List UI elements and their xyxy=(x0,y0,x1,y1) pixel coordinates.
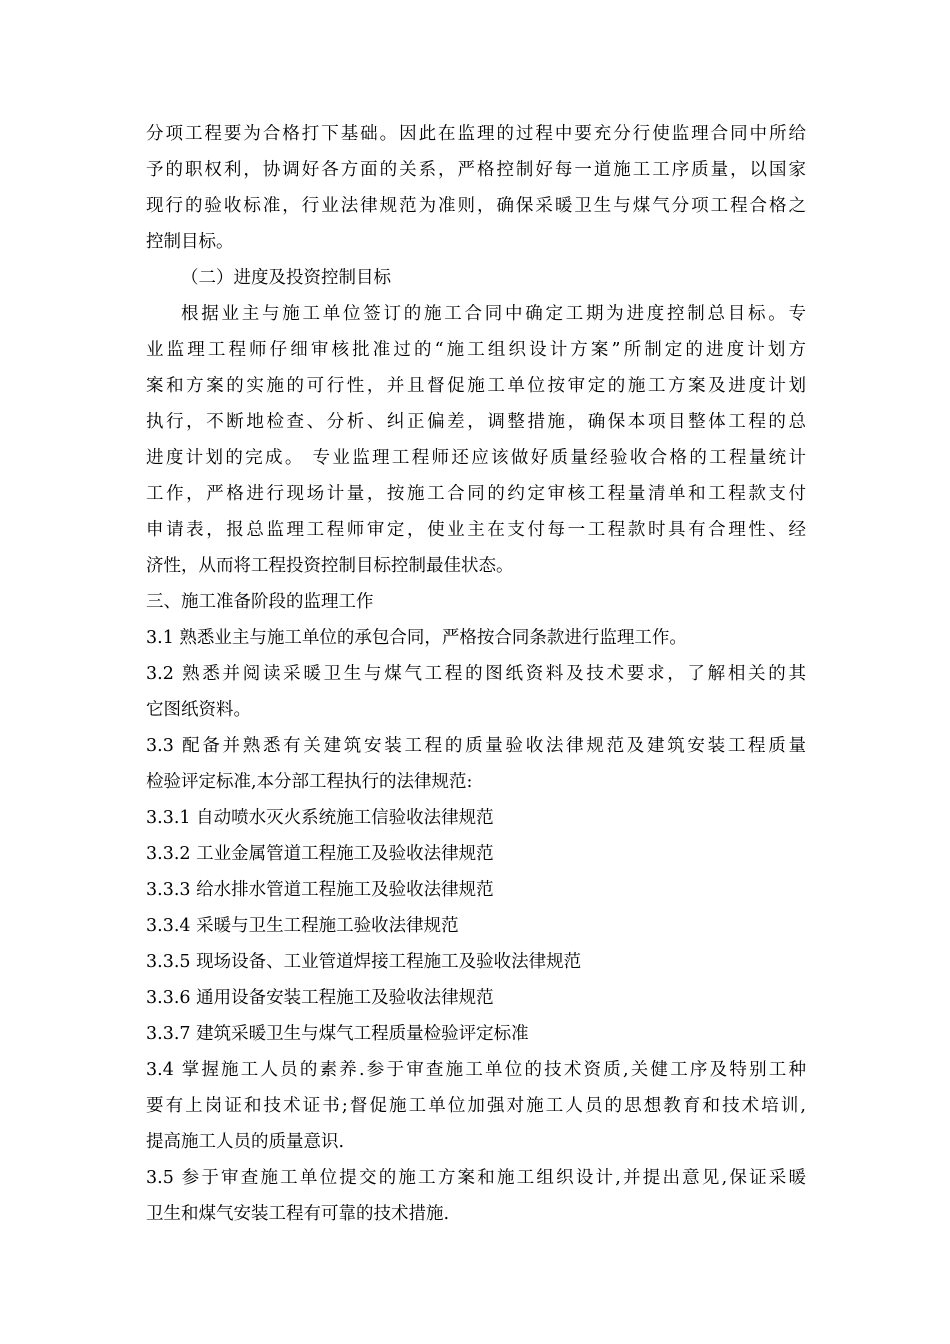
text-line: 业监理工程师仔细审核批准过的“施工组织设计方案”所制定的进度计划方 xyxy=(146,340,806,360)
text-line: 检验评定标准,本分部工程执行的法律规范: xyxy=(146,772,473,792)
text-line: 根据业主与施工单位签订的施工合同中确定工期为进度控制总目标。专 xyxy=(181,304,806,324)
text-line: 3.3.2 工业金属管道工程施工及验收法律规范 xyxy=(146,844,494,864)
text-line: 3.3.5 现场设备、工业管道焊接工程施工及验收法律规范 xyxy=(146,952,582,972)
text-line: 分项工程要为合格打下基础。因此在监理的过程中要充分行使监理合同中所给 xyxy=(146,124,806,144)
text-line: 三、施工准备阶段的监理工作 xyxy=(146,592,374,612)
text-line: 3.3.4 采暖与卫生工程施工验收法律规范 xyxy=(146,916,459,936)
text-line: 予的职权利，协调好各方面的关系，严格控制好每一道施工工序质量，以国家 xyxy=(146,160,806,180)
text-line: 申请表，报总监理工程师审定，使业主在支付每一工程款时具有合理性、经 xyxy=(146,520,806,540)
text-line: 要有上岗证和技术证书;督促施工单位加强对施工人员的思想教育和技术培训, xyxy=(146,1096,806,1116)
text-line: 案和方案的实施的可行性，并且督促施工单位按审定的施工方案及进度计划 xyxy=(146,376,806,396)
text-line: 3.4 掌握施工人员的素养.参于审查施工单位的技术资质,关健工序及特别工种 xyxy=(146,1060,806,1080)
text-line: 它图纸资料。 xyxy=(146,700,251,720)
text-line: 3.1 熟悉业主与施工单位的承包合同，严格按合同条款进行监理工作。 xyxy=(146,628,687,648)
text-line: 进度计划的完成。 专业监理工程师还应该做好质量经验收合格的工程量统计 xyxy=(146,448,806,468)
text-line: 3.3.1 自动喷水灭火系统施工信验收法律规范 xyxy=(146,808,494,828)
text-line: 控制目标。 xyxy=(146,232,234,252)
text-line: 工作，严格进行现场计量，按施工合同的约定审核工程量清单和工程款支付 xyxy=(146,484,806,504)
text-line: 现行的验收标准，行业法律规范为准则，确保采暖卫生与煤气分项工程合格之 xyxy=(146,196,806,216)
document-body xyxy=(146,116,806,1232)
text-line: 3.3.6 通用设备安装工程施工及验收法律规范 xyxy=(146,988,494,1008)
text-line: 3.3 配备并熟悉有关建筑安装工程的质量验收法律规范及建筑安装工程质量 xyxy=(146,736,806,756)
text-line: 3.3.3 给水排水管道工程施工及验收法律规范 xyxy=(146,880,494,900)
text-line: 3.2 熟悉并阅读采暖卫生与煤气工程的图纸资料及技术要求，了解相关的其 xyxy=(146,664,806,684)
text-line: 提高施工人员的质量意识. xyxy=(146,1132,345,1152)
text-line: 3.5 参于审查施工单位提交的施工方案和施工组织设计,并提出意见,保证采暖 xyxy=(146,1168,806,1188)
text-line: （二）进度及投资控制目标 xyxy=(181,268,391,288)
text-line: 执行，不断地检查、分析、纠正偏差，调整措施，确保本项目整体工程的总 xyxy=(146,412,806,432)
text-line: 济性，从而将工程投资控制目标控制最佳状态。 xyxy=(146,556,514,576)
text-line: 3.3.7 建筑采暖卫生与煤气工程质量检验评定标准 xyxy=(146,1024,529,1044)
text-line: 卫生和煤气安装工程有可靠的技术措施. xyxy=(146,1204,450,1224)
